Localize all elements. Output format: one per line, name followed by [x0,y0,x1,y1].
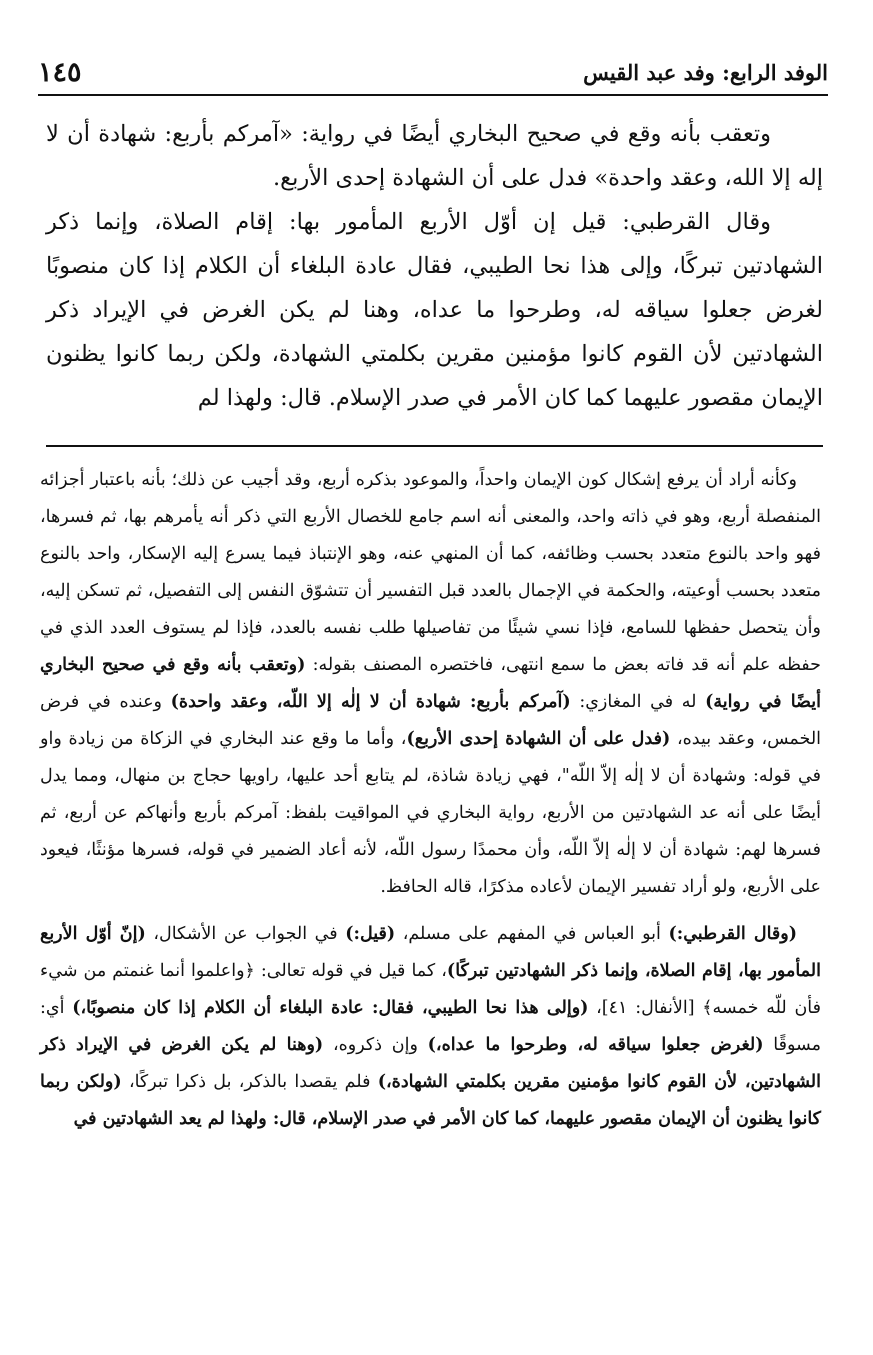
quoted-matn: (وإلى هذا نحا الطيبي، فقال: عادة البلغاء أن الكلام إذا كان منصوبًا،) [72,998,589,1018]
commentary-text: ، كما قيل في قوله تعالى: ﴿واعلموا أنما غنمتم من شيء فأن للّه خمسه﴾ [الأنفال: ٤١]، [40,961,821,1018]
commentary-text: أي: مسوقًا [40,998,821,1055]
quoted-matn: (آمركم بأربع: شهادة أن لا إلٰه إلا اللّه، وعقد واحدة) [170,692,571,712]
main-paragraph: وقال القرطبي: قيل إن أوّل الأربع المأمور بها: إقام الصلاة، وإنما ذكر الشهادتين تبركًا، وإلى هذا نحا الطيبي، فقال عادة البلغاء أن الكلام إذا كان منصوبًا لغرض جعلوا سياقه له، وطرحوا ما عداه، وهنا لم يكن الغرض في الإيراد ذكر الشهادتين لأن القوم كانوا مؤمنين مقرين بكلمتي الشهادة، ولكن ربما كانوا يظنون الإيمان مقصور عليهما كما كان الأمر في صدر الإسلام. قال: ولهذا لم [46,209,823,411]
main-paragraph: وتعقب بأنه وقع في صحيح البخاري أيضًا في رواية: «آمركم بأربع: شهادة أن لا إله إلا الله، وعقد واحدة» فدل على أن الشهادة إحدى الأربع. [46,121,823,191]
commentary-text: فلم يقصدا بالذكر، بل ذكرا تبركًا، [121,1072,378,1092]
commentary-text: أبو العباس في المفهم على مسلم، [395,924,669,944]
page-number: ١٤٥ [38,56,82,88]
commentary-paragraph [40,462,821,906]
commentary-text: ، وأما ما وقع عند البخاري في الزكاة من زيادة واو في قوله: وشهادة أن لا إلٰه إلاّ اللّه"، فهي زيادة شاذة، لم يتابع أحد عليها، راويها حجاج بن منهال، ومما يدل أيضًا على أنه عد الشهادتين من الأربع، رواية البخاري في المواقيت بلفظ: آمركم بأربع وأنهاكم عن أربع، ثم فسرها لهم: شهادة أن لا إلٰه إلاّ اللّه، وأن محمدًا رسول اللّه، لأنه أعاد الضمير في قوله، فسرها مؤنثًا، فيعود على الأربع، ولو أراد تفسير الإيمان لأعاده مذكرًا، قاله الحافظ. [40,729,821,897]
quoted-matn: (إنّ أوّل الأربع المأمور بها، إقام الصلاة، وإنما ذكر الشهادتين تبركًا) [40,924,821,981]
main-text [46,112,823,420]
commentary [40,462,821,1138]
commentary-text: في الجواب عن الأشكال، [145,924,346,944]
quoted-matn: (ولكن ربما كانوا يظنون أن الإيمان مقصور عليهما، كما كان الأمر في صدر الإسلام، قال: ولهذا لم يعد الشهادتين في [40,1072,821,1129]
commentary-text: وكأنه أراد أن يرفع إشكال كون الإيمان واحداً، والموعود بذكره أربع، وقد أجيب عن ذلك؛ بأنه باعتبار أجزائه المنفصلة أربع، وهو في ذاته واحد، والمعنى أنه اسم جامع للخصال الأربع التي ذكر أنه يأمرهم بها، ثم فسرها، فهو واحد بالنوع متعدد بحسب وظائفه، كما أن المنهي عنه، وهو الإنتباذ فيما يسرع إليه الإسكار، واحد بالنوع متعدد بحسب أوعيته، والحكمة في الإجمال بالعدد قبل التفسير أن تتشوّق النفس إلى التفصيل، ثم تسكن إليه، وأن يتحصل حفظها للسامع، فإذا نسي شيئًا من تفاصيلها طلب نفسه بالعدد، فإذا لم يستوف العدد الذي في حفظه علم أنه قد فاته بعض ما سمع انتهى، فاختصره المصنف بقوله: [40,470,821,675]
quoted-matn: (فدل على أن الشهادة إحدى الأربع) [406,729,671,749]
quoted-matn: (لغرض جعلوا سياقه له، وطرحوا ما عداه،) [427,1035,764,1055]
running-header [38,50,828,96]
commentary-text: له في المغازي: [570,692,706,712]
quoted-matn: (وتعقب بأنه وقع في صحيح البخاري أيضًا في رواية) [40,655,821,712]
footnote-divider [46,445,823,447]
quoted-matn: (وهنا لم يكن الغرض في الإيراد ذكر الشهادتين، لأن القوم كانوا مؤمنين مقرين بكلمتي الشهادة،) [40,1035,822,1092]
quoted-matn: (وقال القرطبي:) [668,924,797,944]
quoted-matn: (قيل:) [345,924,396,944]
commentary-text: وإن ذكروه، [323,1035,428,1055]
commentary-paragraph [40,916,821,1138]
chapter-title: الوفد الرابع: وفد عبد القيس [583,59,828,85]
commentary-text: وعنده في فرض الخمس، وعقد بيده، [40,692,822,749]
